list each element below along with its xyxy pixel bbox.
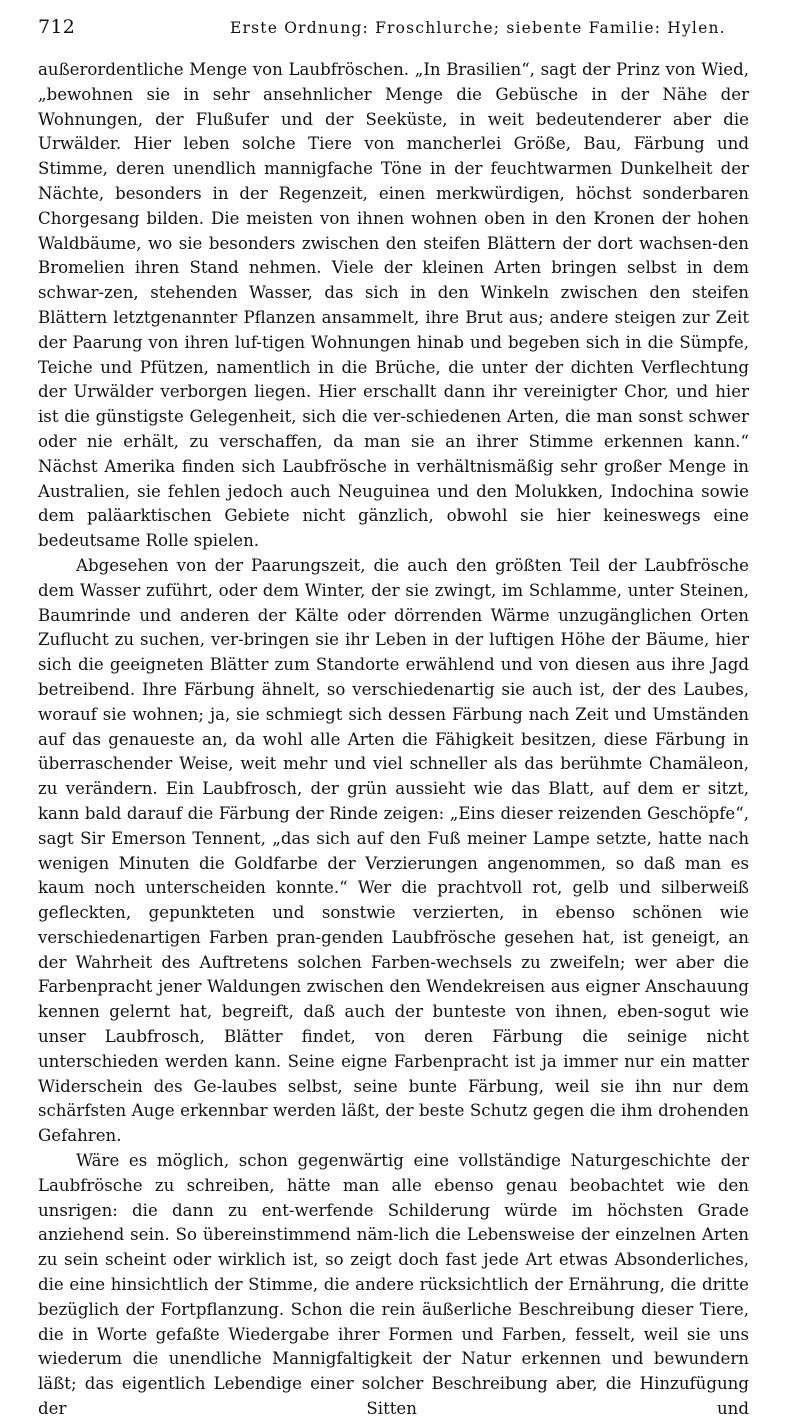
paragraph-1: außerordentliche Menge von Laubfröschen. „In Brasilien“, sagt der Prinz von Wied, „bewohnen sie in sehr ansehnlicher Menge die Gebüsche in der Nähe der Wohnungen, der Flußufer und der Seeküste, in weit bedeutenderer aber die Urwälder. Hier leben solche Tiere von mancherlei Größe, Bau, Färbung und Stimme, deren unendlich mannigfache Töne in der feuchtwarmen Dunkelheit der Nächte, besonders in der Regenzeit, einen merkwürdigen, höchst sonderbaren Chorgesang bilden. Die meisten von ihnen wohnen oben in den Kronen der hohen Waldbäume, wo sie besonders zwischen den steifen Blättern der dort wachsen-den Bromelien ihren Stand nehmen. Viele der kleinen Arten bringen selbst in dem schwar-zen, stehenden Wasser, das sich in den Winkeln zwischen den steifen Blättern letztgenannter Pflanzen ansammelt, ihre Brut aus; andere steigen zur Zeit der Paarung von ihren luf-tigen Wohnungen hinab und begeben sich in die Sümpfe, Teiche und Pfützen, namentlich in die Brüche, die unter der dichten Verflechtung der Urwälder verborgen liegen. Hier erschallt dann ihr vereinigter Chor, und hier ist die günstigste Gelegenheit, sich die ver-schiedenen Arten, die man sonst schwer oder nie erhält, zu verschaffen, da man sie an ihrer Stimme erkennen kann.“ Nächst Amerika finden sich Laubfrösche in verhältnismäßig sehr großer Menge in Australien, sie fehlen jedoch auch Neuguinea und den Molukken, Indochina sowie dem paläarktischen Gebiete nicht gänzlich, obwohl sie hier keineswegs eine bedeutsame Rolle spielen.	[38, 60, 749, 551]
paragraph-2: Abgesehen von der Paarungszeit, die auch den größten Teil der Laubfrösche dem Wasser zuführt, oder dem Winter, der sie zwingt, im Schlamme, unter Steinen, Baumrinde und anderen der Kälte oder dörrenden Wärme unzugänglichen Orten Zuflucht zu suchen, ver-bringen sie ihr Leben in der luftigen Höhe der Bäume, hier sich die geeigneten Blätter zum Standorte erwählend und von diesen aus ihre Jagd betreibend. Ihre Färbung ähnelt, so verschiedenartig sie auch ist, der des Laubes, worauf sie wohnen; ja, sie schmiegt sich dessen Färbung nach Zeit und Umständen auf das genaueste an, da wohl alle Arten die Fähigkeit besitzen, diese Färbung in überraschender Weise, weit mehr und viel schneller als das berühmte Chamäleon, zu verändern. Ein Laubfrosch, der grün aussieht wie das Blatt, auf dem er sitzt, kann bald darauf die Färbung der Rinde zeigen: „Eins dieser reizenden Geschöpfe“, sagt Sir Emerson Tennent, „das sich auf den Fuß meiner Lampe setzte, hatte nach wenigen Minuten die Goldfarbe der Verzierungen angenommen, so daß man es kaum noch unterscheiden konnte.“ Wer die prachtvoll rot, gelb und silberweiß gefleckten, gepunkteten und sonstwie verzierten, in ebenso schönen wie verschiedenartigen Farben pran-genden Laubfrösche gesehen hat, ist geneigt, an der Wahrheit des Auftretens solchen Farben-wechsels zu zweifeln; wer aber die Farbenpracht jener Waldungen zwischen den Wendekreisen aus eigner Anschauung kennen gelernt hat, begreift, daß auch der bunteste von ihnen, eben-sogut wie unser Laubfrosch, Blätter findet, von deren Färbung die seinige nicht unterschieden werden kann. Seine eigne Farbenpracht ist ja immer nur ein matter Widerschein des Ge-laubes selbst, seine bunte Färbung, weil sie ihn nur dem schärfsten Auge erkennbar werden läßt, der beste Schutz gegen die ihm drohenden Gefahren.	[38, 555, 749, 1146]
running-head: Erste Ordnung: Froschlurche; siebente Familie: Hylen.	[230, 19, 726, 37]
body-text	[38, 58, 749, 1422]
page-header	[38, 16, 749, 50]
paragraph-3: Wäre es möglich, schon gegenwärtig eine vollständige Naturgeschichte der Laubfrösche zu schreiben, hätte man alle ebenso genau beobachtet wie den unsrigen: die dann zu ent-werfende Schilderung würde im höchsten Grade anziehend sein. So übereinstimmend näm-lich die Lebensweise der einzelnen Arten zu sein scheint oder wirklich ist, so zeigt doch fast jede Art etwas Absonderliches, die eine hinsichtlich der Stimme, die andere rücksichtlich der Ernährung, die dritte bezüglich der Fortpflanzung. Schon die rein äußerliche Beschreibung dieser Tiere, die in Worte gefaßte Wiedergabe ihrer Formen und Farben, fesselt, weil sie uns wiederum die unendliche Mannigfaltigkeit der Natur erkennen und bewundern läßt; das eigentlich Lebendige einer solcher Beschreibung aber, die Hinzufügung der Sitten und	[38, 1151, 749, 1419]
page-number: 712	[38, 16, 76, 38]
